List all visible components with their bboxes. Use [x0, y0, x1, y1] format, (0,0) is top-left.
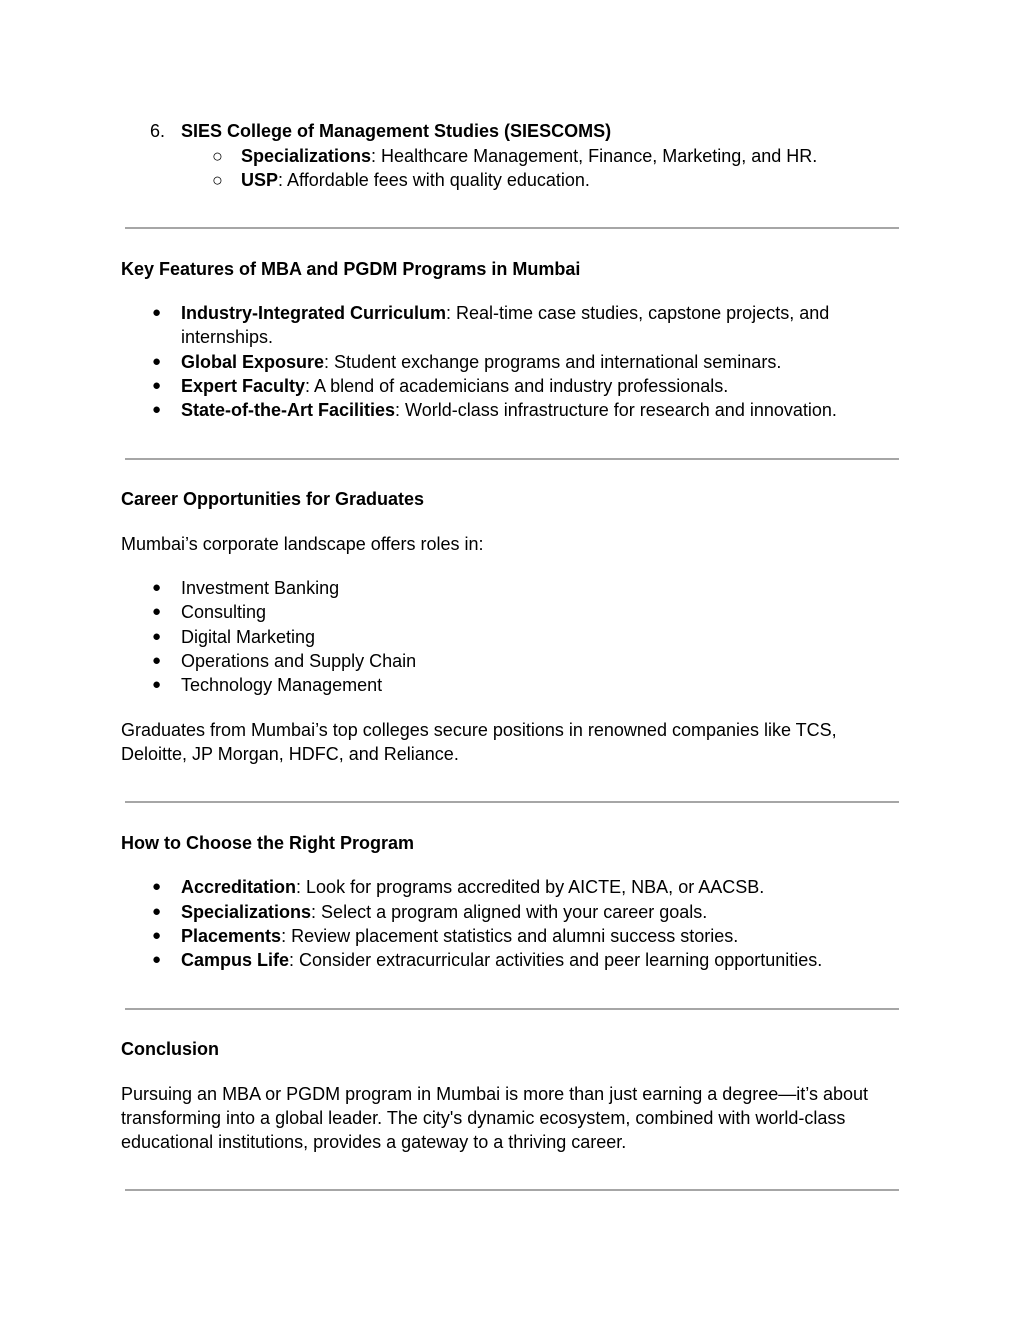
college-detail-item [241, 144, 817, 168]
feature-item [181, 350, 781, 374]
feature-item [181, 398, 837, 422]
career-outro-line: Graduates from Mumbai’s top colleges secure positions in renowned companies like TCS, [121, 720, 837, 740]
bullet: ● [152, 401, 162, 418]
feature-text: : World-class infrastructure for research and innovation. [395, 400, 837, 420]
section-heading-career: Career Opportunities for Graduates [121, 489, 425, 509]
feature-label: Industry-Integrated Curriculum [181, 303, 447, 323]
choose-label: Campus Life [181, 950, 290, 970]
choose-label: Specializations [181, 902, 312, 922]
feature-label: Expert Faculty [181, 376, 306, 396]
bullet: ● [152, 676, 162, 693]
bullet: ● [152, 951, 162, 968]
career-item: Consulting [181, 602, 267, 622]
career-intro: Mumbai’s corporate landscape offers roles in: [121, 534, 484, 554]
horizontal-divider [125, 1008, 899, 1010]
choose-text: : Review placement statistics and alumni success stories. [281, 926, 739, 946]
feature-text: : Real-time case studies, capstone projects, and [446, 303, 830, 323]
career-item: Technology Management [181, 675, 383, 695]
bullet: ● [152, 304, 162, 321]
choose-text: : Look for programs accredited by AICTE, NBA, or AACSB. [296, 877, 765, 897]
section-heading-choose: How to Choose the Right Program [121, 833, 415, 853]
choose-item [181, 924, 738, 948]
feature-label: Global Exposure [181, 352, 325, 372]
horizontal-divider [125, 801, 899, 803]
feature-item [181, 301, 829, 325]
conclusion-line: educational institutions, provides a gateway to a thriving career. [121, 1132, 627, 1152]
section-heading-key-features: Key Features of MBA and PGDM Programs in Mumbai [121, 259, 581, 279]
bullet: ● [152, 652, 162, 669]
section-heading-conclusion: Conclusion [121, 1039, 219, 1059]
horizontal-divider [125, 458, 899, 460]
choose-label: Placements [181, 926, 282, 946]
circle-bullet: ○ [212, 146, 223, 166]
choose-text: : Select a program aligned with your career goals. [311, 902, 708, 922]
choose-item [181, 900, 707, 924]
conclusion-line: Pursuing an MBA or PGDM program in Mumbai is more than just earning a degree—it’s about [121, 1084, 869, 1104]
list-number: 6. [150, 121, 166, 141]
horizontal-divider [125, 1189, 899, 1191]
feature-item [181, 374, 728, 398]
choose-item [181, 948, 822, 972]
bullet: ● [152, 377, 162, 394]
bullet: ● [152, 903, 162, 920]
career-item: Digital Marketing [181, 627, 316, 647]
detail-label: USP [241, 170, 279, 190]
feature-label: State-of-the-Art Facilities [181, 400, 396, 420]
detail-text: : Healthcare Management, Finance, Marketing, and HR. [371, 146, 818, 166]
choose-item [181, 875, 764, 899]
bullet: ● [152, 878, 162, 895]
bullet: ● [152, 628, 162, 645]
feature-text: : Student exchange programs and international seminars. [324, 352, 782, 372]
choose-text: : Consider extracurricular activities and peer learning opportunities. [289, 950, 823, 970]
detail-text: : Affordable fees with quality education. [278, 170, 590, 190]
detail-label: Specializations [241, 146, 372, 166]
circle-bullet: ○ [212, 170, 223, 190]
bullet: ● [152, 353, 162, 370]
career-outro-line: Deloitte, JP Morgan, HDFC, and Reliance. [121, 744, 459, 764]
feature-text: : A blend of academicians and industry professionals. [305, 376, 729, 396]
bullet: ● [152, 579, 162, 596]
college-detail-item [241, 168, 590, 192]
feature-text-continuation: internships. [181, 327, 274, 347]
horizontal-divider [125, 227, 899, 229]
college-name: SIES College of Management Studies (SIESCOMS) [181, 121, 612, 141]
choose-label: Accreditation [181, 877, 297, 897]
conclusion-line: transforming into a global leader. The city's dynamic ecosystem, combined with world-class [121, 1108, 846, 1128]
bullet: ● [152, 603, 162, 620]
career-item: Investment Banking [181, 578, 340, 598]
career-item: Operations and Supply Chain [181, 651, 417, 671]
bullet: ● [152, 927, 162, 944]
